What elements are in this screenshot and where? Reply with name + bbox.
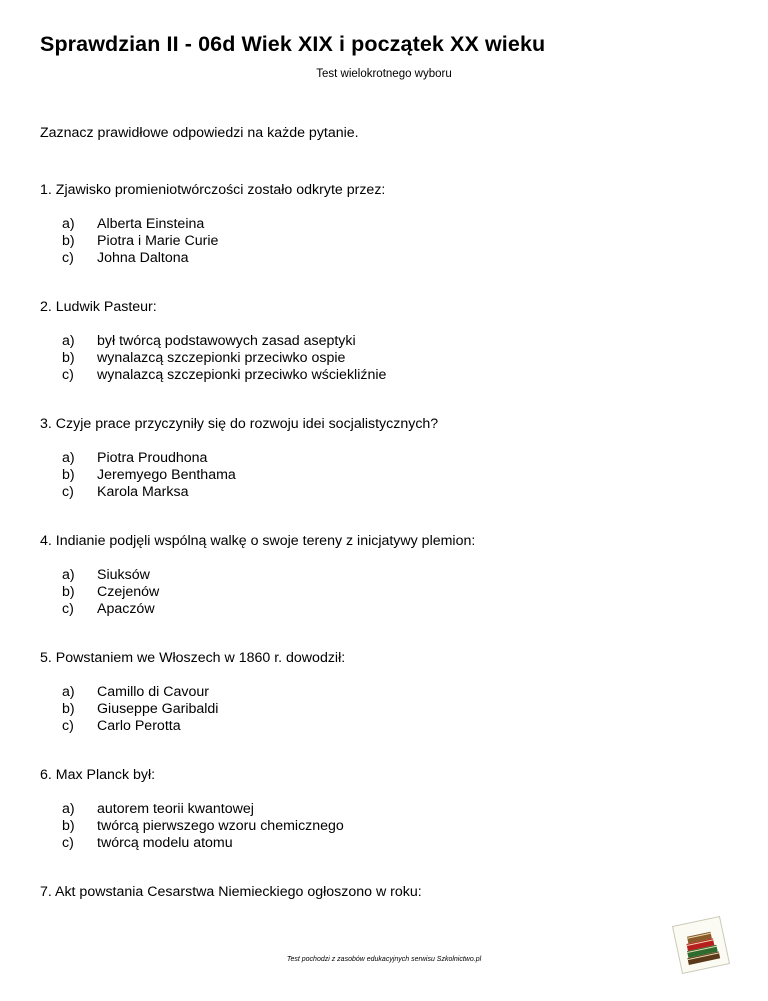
option-letter: b) [62,467,75,483]
answer-option[interactable] [40,584,740,601]
question-item [40,299,740,416]
answer-option[interactable] [40,718,740,735]
option-letter: a) [62,684,75,700]
option-text: Piotra Proudhona [97,450,208,466]
answer-options [40,801,740,852]
option-text: Giuseppe Garibaldi [97,701,219,717]
answer-option[interactable] [40,333,740,350]
option-letter: a) [62,216,75,232]
option-text: twórcą modelu atomu [97,835,233,851]
option-text: Camillo di Cavour [97,684,209,700]
question-text: 5. Powstaniem we Włoszech w 1860 r. dowodził: [40,650,346,666]
option-letter: c) [62,367,74,383]
instruction-text: Zaznacz prawidłowe odpowiedzi na każde pytanie. [40,125,359,141]
answer-option[interactable] [40,835,740,852]
answer-option[interactable] [40,367,740,384]
option-letter: b) [62,818,75,834]
option-text: Apaczów [97,601,155,617]
option-letter: a) [62,567,75,583]
option-text: twórcą pierwszego wzoru chemicznego [97,818,344,834]
option-letter: b) [62,233,75,249]
question-text: 6. Max Planck był: [40,767,156,783]
option-text: Jeremyego Benthama [97,467,236,483]
question-item [40,533,740,650]
question-text: 1. Zjawisko promieniotwórczości zostało odkryte przez: [40,182,386,198]
option-text: Carlo Perotta [97,718,181,734]
option-text: Siuksów [97,567,150,583]
option-text: Johna Daltona [97,250,189,266]
option-letter: b) [62,701,75,717]
answer-option[interactable] [40,484,740,501]
option-letter: a) [62,450,75,466]
answer-option[interactable] [40,233,740,250]
page-title: Sprawdzian II - 06d Wiek XIX i początek XX wieku [40,32,546,56]
question-item [40,884,740,1001]
answer-option[interactable] [40,216,740,233]
option-letter: c) [62,250,74,266]
questions-list [40,182,740,1001]
books-stack-icon [671,915,730,974]
answer-options [40,684,740,735]
option-text: wynalazcą szczepionki przeciwko wściekliźnie [97,367,387,383]
option-text: Karola Marksa [97,484,189,500]
option-letter: a) [62,801,75,817]
question-item [40,650,740,767]
answer-option[interactable] [40,567,740,584]
footer-credit: Test pochodzi z zasobów edukacyjnych serwisu Szkolnictwo.pl [286,956,482,963]
option-text: Piotra i Marie Curie [97,233,219,249]
option-text: był twórcą podstawowych zasad aseptyki [97,333,356,349]
option-letter: a) [62,333,75,349]
option-letter: c) [62,601,74,617]
answer-option[interactable] [40,601,740,618]
question-text: 3. Czyje prace przyczyniły się do rozwoju idei socjalistycznych? [40,416,439,432]
option-letter: c) [62,835,74,851]
option-letter: c) [62,484,74,500]
option-letter: b) [62,350,75,366]
answer-option[interactable] [40,250,740,267]
answer-option[interactable] [40,701,740,718]
question-text: 7. Akt powstania Cesarstwa Niemieckiego ogłoszono w roku: [40,884,422,900]
option-letter: c) [62,718,74,734]
option-letter: b) [62,584,75,600]
answer-option[interactable] [40,450,740,467]
question-text: 2. Ludwik Pasteur: [40,299,157,315]
answer-options [40,216,740,267]
answer-option[interactable] [40,801,740,818]
option-text: Alberta Einsteina [97,216,205,232]
question-item [40,767,740,884]
answer-options [40,450,740,501]
answer-options [40,333,740,384]
page-subtitle: Test wielokrotnego wyboru [316,68,452,80]
answer-options [40,567,740,618]
option-text: Czejenów [97,584,160,600]
answer-option[interactable] [40,350,740,367]
option-text: autorem teorii kwantowej [97,801,254,817]
question-item [40,416,740,533]
option-text: wynalazcą szczepionki przeciwko ospie [97,350,346,366]
answer-option[interactable] [40,684,740,701]
question-item [40,182,740,299]
answer-option[interactable] [40,467,740,484]
answer-option[interactable] [40,818,740,835]
question-text: 4. Indianie podjęli wspólną walkę o swoje tereny z inicjatywy plemion: [40,533,476,549]
